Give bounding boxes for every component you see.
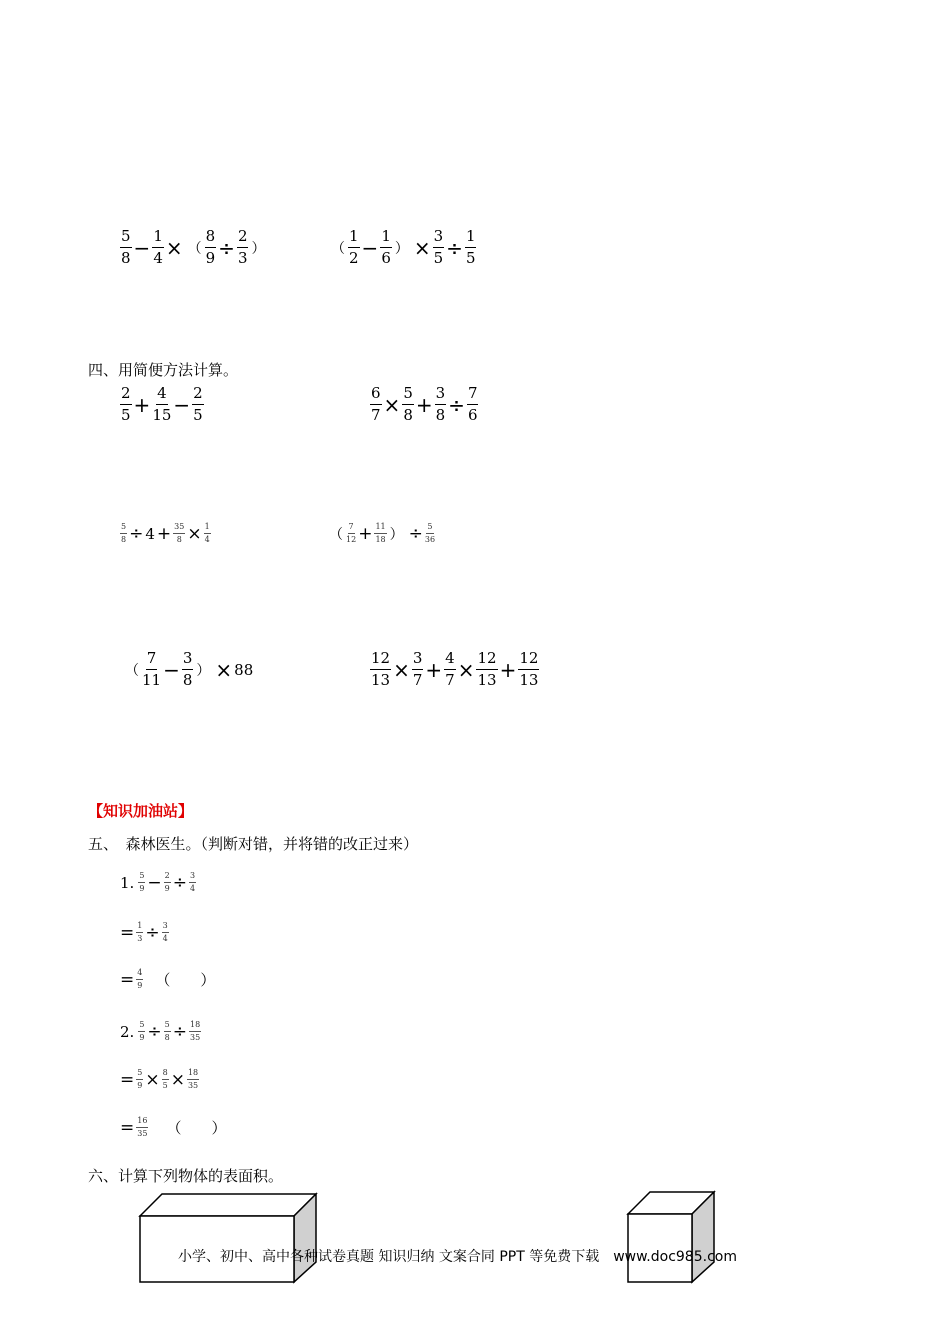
denominator: 8 bbox=[403, 406, 413, 424]
q1-line3 bbox=[118, 969, 215, 990]
question-number: 1. bbox=[120, 873, 135, 892]
equals-sign: = bbox=[120, 922, 135, 943]
times-sign: × bbox=[215, 657, 233, 682]
integer: 88 bbox=[234, 660, 254, 679]
denominator: 7 bbox=[371, 406, 381, 424]
integer: 4 bbox=[145, 524, 155, 543]
left-paren: （ bbox=[125, 662, 139, 679]
section-4-title: 四、用简便方法计算。 bbox=[88, 361, 239, 379]
denominator: 18 bbox=[375, 535, 386, 544]
denominator: 8 bbox=[121, 249, 131, 267]
numerator: 7 bbox=[348, 523, 355, 534]
q1-line2 bbox=[118, 922, 169, 943]
numerator: 5 bbox=[136, 1069, 143, 1080]
right-paren: ） bbox=[251, 240, 266, 257]
section-5-title: 五、 森林医生。（判断对错，并将错的改正过来） bbox=[88, 835, 419, 853]
q1-line1 bbox=[120, 872, 196, 893]
numerator: 1 bbox=[152, 229, 164, 248]
times-sign: × bbox=[145, 1069, 160, 1090]
numerator: 3 bbox=[162, 922, 169, 933]
numerator: 3 bbox=[412, 651, 424, 670]
denominator: 4 bbox=[153, 249, 163, 267]
numerator: 1 bbox=[348, 229, 360, 248]
left-paren: （ bbox=[331, 240, 345, 257]
denominator: 9 bbox=[139, 1033, 145, 1042]
denominator: 8 bbox=[176, 535, 182, 544]
divide-sign: ÷ bbox=[218, 235, 235, 260]
denominator: 9 bbox=[137, 981, 143, 990]
denominator: 5 bbox=[193, 406, 203, 424]
numerator: 5 bbox=[120, 523, 127, 534]
numerator: 4 bbox=[136, 969, 143, 980]
section-6-title: 六、计算下列物体的表面积。 bbox=[88, 1167, 284, 1185]
denominator: 6 bbox=[467, 406, 478, 424]
denominator: 4 bbox=[190, 884, 196, 893]
denominator: 5 bbox=[121, 406, 131, 424]
denominator: 9 bbox=[205, 249, 216, 267]
plus-sign: + bbox=[358, 523, 373, 544]
numerator: 1 bbox=[136, 922, 143, 933]
denominator: 8 bbox=[121, 535, 127, 544]
denominator: 9 bbox=[139, 884, 145, 893]
equals-sign: = bbox=[120, 1117, 135, 1138]
denominator: 36 bbox=[424, 535, 436, 544]
denominator: 8 bbox=[164, 1033, 170, 1042]
expression-3b bbox=[328, 229, 476, 266]
right-paren: ） bbox=[394, 240, 409, 257]
left-paren: （ bbox=[329, 526, 343, 543]
denominator: 8 bbox=[182, 671, 193, 689]
numerator: 5 bbox=[164, 1021, 171, 1032]
minus-sign: − bbox=[147, 872, 162, 893]
numerator: 5 bbox=[138, 1021, 145, 1032]
denominator: 9 bbox=[164, 884, 170, 893]
denominator: 35 bbox=[190, 1033, 201, 1042]
times-sign: × bbox=[165, 235, 183, 260]
fraction bbox=[120, 229, 132, 266]
answer-blank[interactable]: （ ） bbox=[155, 971, 216, 989]
equals-sign: = bbox=[120, 969, 135, 990]
right-paren: ） bbox=[196, 662, 211, 679]
expression-4a bbox=[120, 386, 204, 423]
times-sign: × bbox=[170, 1069, 185, 1090]
divide-sign: ÷ bbox=[446, 235, 463, 260]
numerator: 7 bbox=[467, 386, 479, 405]
denominator: 2 bbox=[349, 249, 359, 267]
denominator: 5 bbox=[465, 249, 476, 267]
numerator: 5 bbox=[138, 872, 145, 883]
plus-sign: + bbox=[133, 392, 151, 417]
numerator: 4 bbox=[156, 386, 168, 405]
numerator: 5 bbox=[426, 523, 433, 534]
knowledge-station-heading: 【知识加油站】 bbox=[88, 802, 194, 820]
numerator: 6 bbox=[370, 386, 382, 405]
divide-sign: ÷ bbox=[172, 872, 187, 893]
numerator: 2 bbox=[164, 872, 171, 883]
divide-sign: ÷ bbox=[408, 523, 423, 544]
answer-blank[interactable]: （ ） bbox=[166, 1119, 227, 1137]
numerator: 12 bbox=[518, 651, 539, 670]
numerator: 4 bbox=[444, 651, 456, 670]
denominator: 8 bbox=[435, 406, 446, 424]
numerator: 12 bbox=[476, 651, 497, 670]
numerator: 3 bbox=[189, 872, 196, 883]
denominator: 3 bbox=[137, 934, 143, 943]
times-sign: × bbox=[413, 235, 431, 260]
numerator: 5 bbox=[402, 386, 414, 405]
denominator: 15 bbox=[152, 406, 172, 424]
plus-sign: + bbox=[156, 523, 172, 544]
numerator: 2 bbox=[192, 386, 204, 405]
denominator: 13 bbox=[519, 671, 539, 689]
divide-sign: ÷ bbox=[147, 1021, 162, 1042]
plus-sign: + bbox=[425, 657, 443, 682]
denominator: 13 bbox=[477, 671, 497, 689]
denominator: 5 bbox=[162, 1081, 168, 1090]
plus-sign: + bbox=[415, 392, 433, 417]
expression-4d bbox=[326, 523, 435, 544]
expression-4f bbox=[370, 651, 539, 688]
numerator: 1 bbox=[204, 523, 211, 534]
denominator: 5 bbox=[433, 249, 444, 267]
numerator: 5 bbox=[120, 229, 132, 248]
footer-banner: 小学、初中、高中各种试卷真题 知识归纳 文案合同 PPT 等免费下载 www.doc985.com bbox=[178, 1249, 737, 1265]
numerator: 16 bbox=[136, 1117, 148, 1128]
denominator: 35 bbox=[137, 1129, 148, 1138]
times-sign: × bbox=[457, 657, 475, 682]
q2-line1 bbox=[120, 1021, 201, 1042]
times-sign: × bbox=[187, 523, 202, 544]
times-sign: × bbox=[383, 392, 401, 417]
numerator: 1 bbox=[465, 229, 477, 248]
minus-sign: − bbox=[133, 235, 151, 260]
q2-line2 bbox=[118, 1069, 199, 1090]
numerator: 3 bbox=[435, 386, 447, 405]
right-paren: ） bbox=[389, 526, 404, 543]
denominator: 6 bbox=[381, 249, 391, 267]
expression-4c bbox=[120, 523, 211, 544]
denominator: 13 bbox=[371, 671, 391, 689]
expression-3a bbox=[120, 229, 268, 266]
divide-sign: ÷ bbox=[448, 392, 465, 417]
divide-sign: ÷ bbox=[145, 922, 160, 943]
numerator: 8 bbox=[205, 229, 217, 248]
cube-figure bbox=[626, 1190, 718, 1286]
denominator: 4 bbox=[162, 934, 168, 943]
numerator: 11 bbox=[374, 523, 386, 534]
numerator: 3 bbox=[433, 229, 445, 248]
question-number: 2. bbox=[120, 1022, 135, 1041]
denominator: 4 bbox=[204, 535, 210, 544]
numerator: 12 bbox=[370, 651, 391, 670]
divide-sign: ÷ bbox=[129, 523, 144, 544]
times-sign: × bbox=[393, 657, 410, 682]
numerator: 18 bbox=[189, 1021, 201, 1032]
equals-sign: = bbox=[120, 1069, 135, 1090]
denominator: 9 bbox=[137, 1081, 143, 1090]
numerator: 1 bbox=[380, 229, 392, 248]
minus-sign: − bbox=[163, 657, 180, 682]
denominator: 3 bbox=[237, 249, 248, 267]
divide-sign: ÷ bbox=[172, 1021, 187, 1042]
numerator: 18 bbox=[187, 1069, 199, 1080]
denominator: 7 bbox=[445, 671, 455, 689]
expression-4b bbox=[370, 386, 478, 423]
numerator: 7 bbox=[146, 651, 158, 670]
plus-sign: + bbox=[499, 657, 517, 682]
denominator: 12 bbox=[346, 535, 357, 544]
denominator: 11 bbox=[142, 671, 162, 689]
minus-sign: − bbox=[173, 392, 191, 417]
minus-sign: − bbox=[361, 235, 379, 260]
numerator: 2 bbox=[237, 229, 249, 248]
numerator: 3 bbox=[182, 651, 194, 670]
left-paren: （ bbox=[187, 240, 202, 257]
denominator: 7 bbox=[412, 671, 423, 689]
q2-line3 bbox=[118, 1117, 226, 1138]
expression-4e bbox=[122, 651, 253, 688]
cuboid-figure bbox=[138, 1192, 320, 1286]
denominator: 35 bbox=[187, 1081, 199, 1090]
numerator: 35 bbox=[173, 523, 185, 534]
numerator: 8 bbox=[162, 1069, 169, 1080]
numerator: 2 bbox=[120, 386, 132, 405]
